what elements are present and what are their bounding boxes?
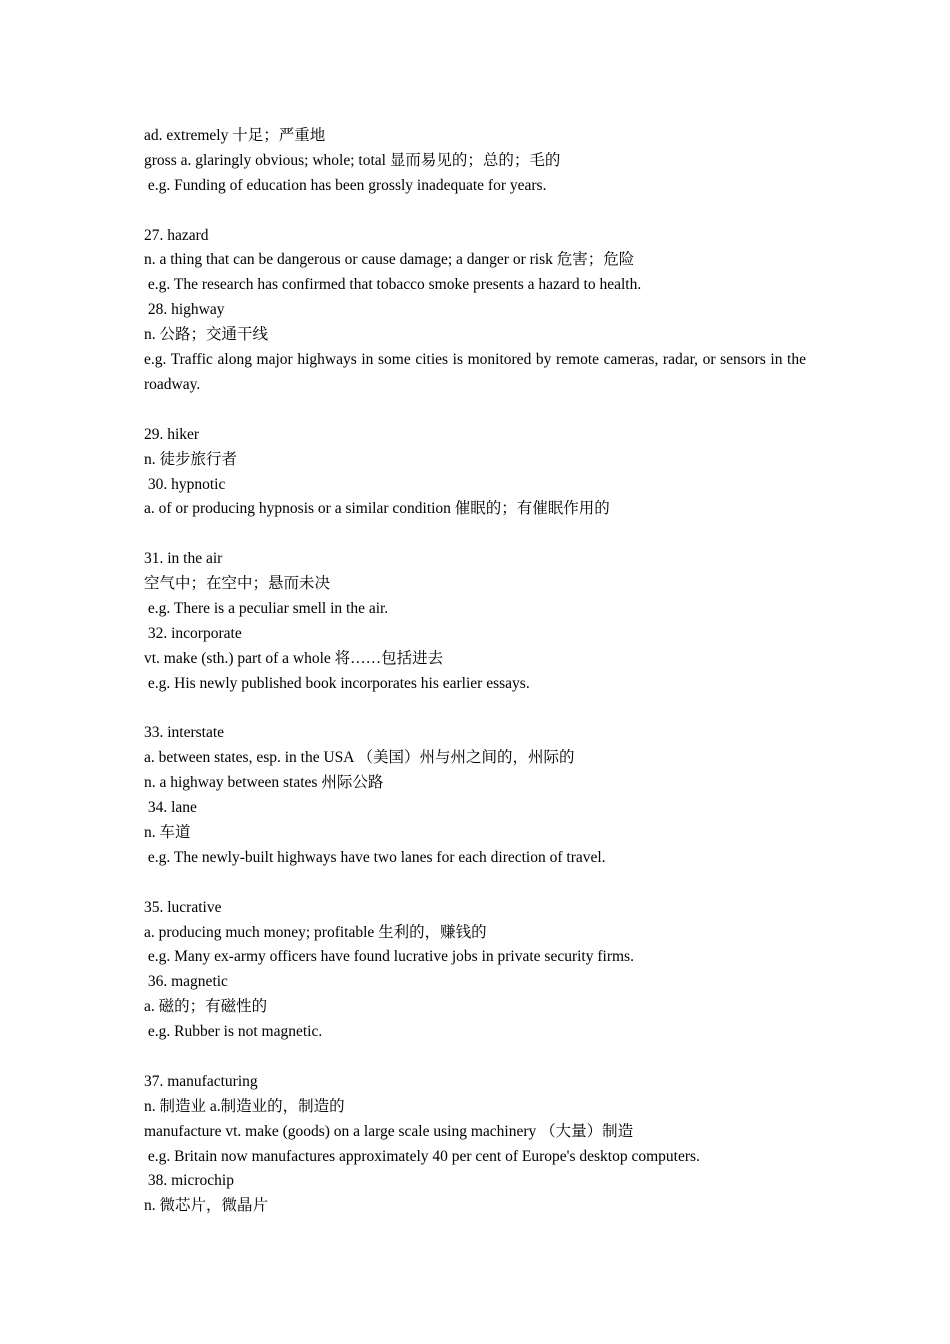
text-line: n. a thing that can be dangerous or cause damage; a danger or risk 危害；危险 (144, 251, 635, 269)
text-line: n. 微芯片，微晶片 (144, 1197, 269, 1215)
blank-line (144, 522, 806, 547)
entry-heading: 27. hazard (144, 226, 209, 244)
entry-heading: 33. interstate (144, 724, 225, 742)
entry-heading: 34. lane (144, 799, 197, 817)
text-line: n. 制造业 a.制造业的，制造的 (144, 1097, 345, 1115)
entry-heading: 32. incorporate (144, 624, 242, 642)
text-line: e.g. There is a peculiar smell in the air. (144, 599, 389, 617)
text-line: n. 公路；交通干线 (144, 326, 269, 344)
text-line: a. producing much money; profitable 生利的，赚钱的 (144, 923, 487, 941)
text-line: e.g. Traffic along major highways in some cities is monitored by remote cameras, radar, or sensors in the roadway. (144, 351, 806, 393)
entry-heading: 31. in the air (144, 550, 223, 568)
entry-heading: 30. hypnotic (144, 475, 226, 493)
entry-heading: 38. microchip (144, 1172, 234, 1190)
text-line: e.g. The research has confirmed that tobacco smoke presents a hazard to health. (144, 276, 642, 294)
entry-heading: 28. highway (144, 301, 225, 319)
entry-heading: 29. hiker (144, 425, 200, 443)
entry-heading: 36. magnetic (144, 973, 228, 991)
blank-line (144, 871, 806, 896)
text-line: gross a. glaringly obvious; whole; total 显而易见的；总的；毛的 (144, 151, 561, 169)
blank-line (144, 697, 806, 722)
text-line: n. 徒步旅行者 (144, 450, 238, 468)
blank-line (144, 199, 806, 224)
text-line: manufacture vt. make (goods) on a large scale using machinery （大量）制造 (144, 1122, 634, 1140)
text-line: e.g. Rubber is not magnetic. (144, 1023, 323, 1041)
text-line: e.g. His newly published book incorporates his earlier essays. (144, 674, 530, 692)
text-line: a. 磁的；有磁性的 (144, 998, 268, 1016)
text-line: e.g. The newly-built highways have two lanes for each direction of travel. (144, 848, 606, 866)
entry-heading: 35. lucrative (144, 898, 222, 916)
text-line: 空气中；在空中；悬而未决 (144, 575, 331, 593)
text-line: n. a highway between states 州际公路 (144, 774, 384, 792)
text-line: ad. extremely 十足；严重地 (144, 127, 326, 144)
text-line: a. between states, esp. in the USA （美国）州与州之间的，州际的 (144, 749, 575, 767)
blank-line (144, 398, 806, 423)
text-line: e.g. Britain now manufactures approximately 40 per cent of Europe's desktop computers. (144, 1147, 700, 1165)
text-line: a. of or producing hypnosis or a similar condition 催眠的；有催眠作用的 (144, 500, 610, 518)
text-line: e.g. Many ex-army officers have found lucrative jobs in private security firms. (144, 948, 634, 966)
text-line: e.g. Funding of education has been grossly inadequate for years. (144, 176, 547, 194)
text-line: n. 车道 (144, 823, 191, 841)
document-body (144, 124, 806, 1219)
blank-line (144, 1045, 806, 1070)
text-line: vt. make (sth.) part of a whole 将……包括进去 (144, 649, 444, 667)
entry-heading: 37. manufacturing (144, 1072, 258, 1090)
